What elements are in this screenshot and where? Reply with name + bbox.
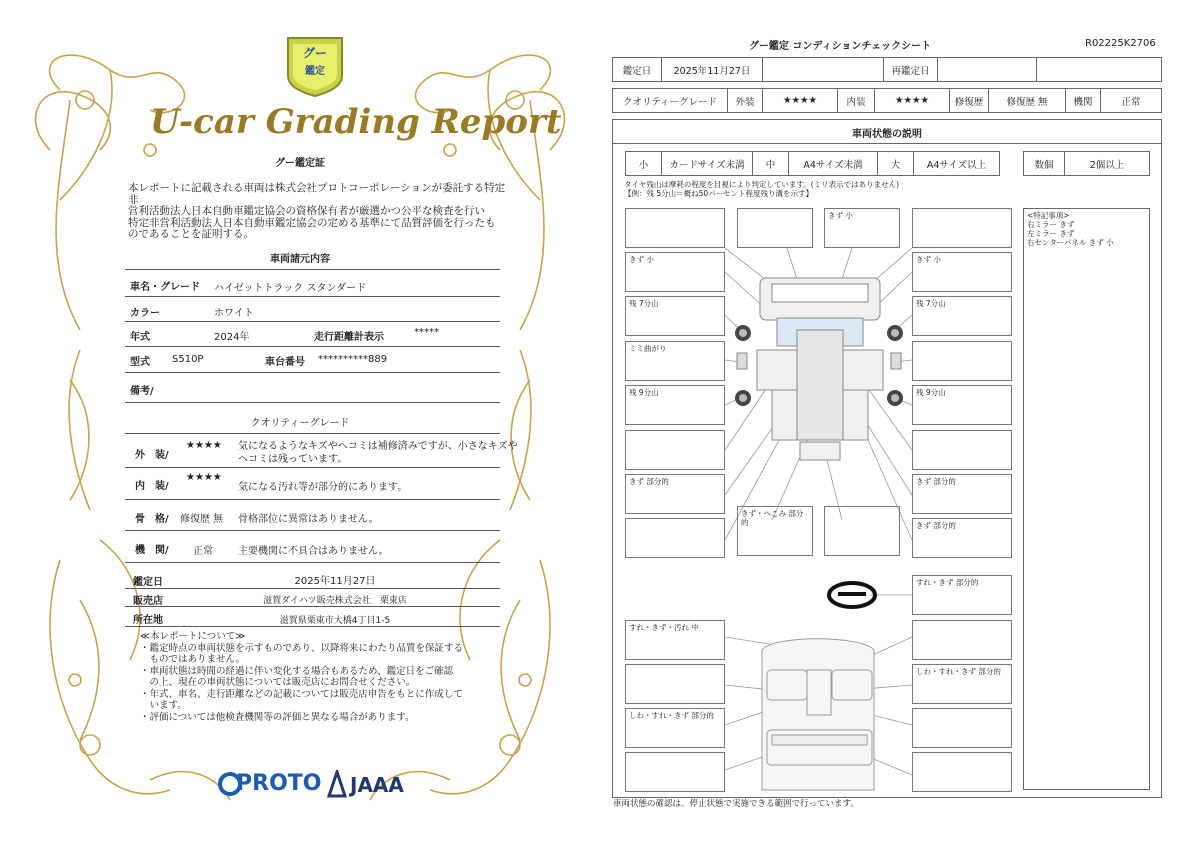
special-notes-title: <特記事項> [1027,211,1070,220]
special-note-line: 左ミラー きず [1027,229,1075,238]
explain-title: 車両状態の説明 [852,129,922,140]
damage-box-right: きず 小 [912,252,1012,292]
address-label: 所在地 [133,615,163,626]
note-line: ・評価については他検査機関等の評価と異なる場合があります。 [140,711,415,723]
truck-outline [757,278,883,460]
damage-box-left: ミミ曲がり [625,341,725,381]
damage-box-right [912,208,1012,248]
interior-diagram [762,639,874,790]
damage-box-left: 残 9分山 [625,385,725,425]
damage-box-top: きず 小 [824,208,900,248]
frame-status: 修復歴 無 [180,514,224,525]
legend-large-desc: A4サイズ以上 [913,151,1000,176]
interior-description: 気になる汚れ等が部分的にあります。 [238,482,408,493]
date-label: 鑑定日 [612,57,662,82]
damage-box-left: きず 部分的 [625,474,725,514]
address-value: 滋賀県栗東市大橋4丁目1-5 [279,616,391,626]
sheet-footer: 車両状態の確認は、停止状態で実施できる範囲で行っています。 [613,799,859,809]
damage-box-right [912,620,1012,660]
damage-box-left: しわ・すれ・きず 部分的 [625,708,725,748]
exterior-line: 気になるようなキズやヘコミは補修済みですが、小さなキズや [238,441,518,452]
exterior-description [238,440,518,466]
jaaa-logo-text: JAAA [350,773,404,797]
damage-box-left [625,208,725,248]
note-line: ものではありません。 [140,654,246,665]
damage-box-bottom: きず・へこみ 部分的 [737,506,813,556]
damage-box-right [912,430,1012,470]
exterior-stars: ★★★★ [186,440,222,451]
engine-label: 機関 [1065,88,1101,113]
int-stars: ★★★★ [874,88,950,113]
specs-section-title: 車両諸元内容 [270,254,330,265]
chassis-value: **********889 [318,354,388,365]
color-label: カラー [130,308,160,319]
damage-box-left [625,664,725,704]
proto-logo-text: PROTO [236,771,322,796]
notes [140,631,500,723]
damage-box-top [737,208,813,248]
note-line: ・年式、車名、走行距離などの記載については販売店申告をもとに作成して [140,688,463,700]
exterior-label: 外 装/ [135,450,169,461]
note-line: ・鑑定時点の車両状態を示すものであり、以降将来にわたり品質を保証する [140,642,464,654]
damage-box-right: 残 7分山 [912,296,1012,336]
ext-label: 外装 [727,88,763,113]
tire-note-2: 【例：残 5分山＝概ね50パーセント程度残り溝を示す】 [624,189,814,198]
damage-box-right [912,708,1012,748]
redate-value [937,57,1037,82]
engine-status: 正常 [193,546,213,557]
year-value: 2024年 [214,332,250,343]
engine-description: 主要機関に不具合はありません。 [238,546,389,557]
mileage-label: 走行距離計表示 [314,332,384,343]
grade-label: クオリティーグレード [612,88,728,113]
damage-box-right: 残 9分山 [912,385,1012,425]
redate-label: 再鑑定日 [883,57,938,82]
appraisal-date-label: 鑑定日 [133,577,163,588]
model-value: S510P [172,354,204,365]
notes-title: ≪本レポートについて≫ [140,631,246,642]
date-blank [762,57,884,82]
intro-line: 営利活動法人日本自動車鑑定協会の資格保有者が厳選かつ公平な検査を行い [128,205,485,217]
special-note-line: 右ミラー きず [1027,220,1075,229]
ext-stars: ★★★★ [762,88,838,113]
report-title: U-car Grading Report [150,102,562,142]
legend-mid: 中 [752,151,789,176]
damage-box-bottom [824,506,900,556]
frame-description: 骨格部位に異常はありません。 [238,514,379,525]
legend-small: 小 [625,151,662,176]
damage-box-right: すれ・きず 部分的 [912,575,1012,615]
repair-label: 修復歴 [949,88,989,113]
engine-value: 正常 [1100,88,1162,113]
damage-box-right: きず 部分的 [912,518,1012,558]
intro-text [128,183,508,241]
legend-count-desc: 2個以上 [1064,151,1150,176]
date-value: 2025年11月27日 [661,57,763,82]
badge-text-top: グー [302,46,327,60]
note-line: ・車両状態は時間の経過に伴い変化する場合もあるため、鑑定日をご確認 [140,665,454,677]
car-name-value: ハイゼットトラック スタンダード [214,283,367,294]
special-note-line: 右センターパネル きず 小 [1027,238,1114,247]
shop-value: 滋賀ダイハツ販売株式会社 栗東店 [263,596,407,606]
remarks-label: 備考/ [130,386,154,397]
damage-box-left: 残 7分山 [625,296,725,336]
damage-box-right: きず 部分的 [912,474,1012,514]
damage-box-left [625,430,725,470]
legend-large: 大 [877,151,914,176]
color-value: ホワイト [214,308,254,319]
damage-box-left [625,518,725,558]
exterior-line: ヘコミは残っています。 [238,454,348,465]
redate-blank [1036,57,1162,82]
interior-stars: ★★★★ [186,472,222,483]
int-label: 内装 [837,88,875,113]
chassis-label: 車台番号 [265,357,305,368]
jaaa-logo-icon [326,770,348,798]
year-label: 年式 [130,332,150,343]
steering-wheel-icon [829,583,875,607]
damage-box-left: きず 小 [625,252,725,292]
legend-count: 数個 [1023,151,1065,176]
damage-box-right [912,341,1012,381]
sheet-title: グー鑑定 コンディションチェックシート [748,41,932,52]
interior-label: 内 装/ [135,481,169,492]
shop-label: 販売店 [133,596,163,607]
frame-label: 骨 格/ [135,514,169,525]
damage-box-right [912,752,1012,792]
model-label: 型式 [130,357,150,368]
damage-box-left: すれ・きず・汚れ 中 [625,620,725,660]
engine-label: 機 関/ [135,545,169,556]
car-name-label: 車名・グレード [130,282,200,293]
appraisal-date-value: 2025年11月27日 [294,576,376,587]
legend-mid-desc: A4サイズ未満 [788,151,878,176]
repair-value: 修復歴 無 [988,88,1066,113]
intro-line: のであることを証明する。 [128,228,254,240]
legend-small-desc: カードサイズ未満 [661,151,753,176]
intro-line: 特定非営利活動法人日本自動車鑑定協会の定める基準にて品質評価を行ったも [128,216,496,229]
special-notes [1027,211,1114,247]
damage-box-left [625,752,725,792]
tire-note-1: タイヤ残山は摩耗の程度を目視により判定しています。(ミリ表示ではありません) [624,180,900,189]
quality-section-title: クオリティーグレード [250,418,350,429]
certificate-title: グー鑑定証 [275,158,325,169]
intro-line: 本レポートに記載される車両は株式会社プロトコーポレーションが委託する特定非 [128,182,506,206]
sheet-code: R02225K2706 [1085,38,1156,49]
mileage-value: ***** [414,327,439,338]
special-notes-box [1023,208,1150,790]
damage-box-right: しわ・すれ・きず 部分的 [912,664,1012,704]
note-line: の上、現在の車両状態については販売店にお問合せください。 [140,677,416,688]
badge-text-bottom: 鑑定 [305,66,325,77]
note-line: います。 [140,700,187,711]
